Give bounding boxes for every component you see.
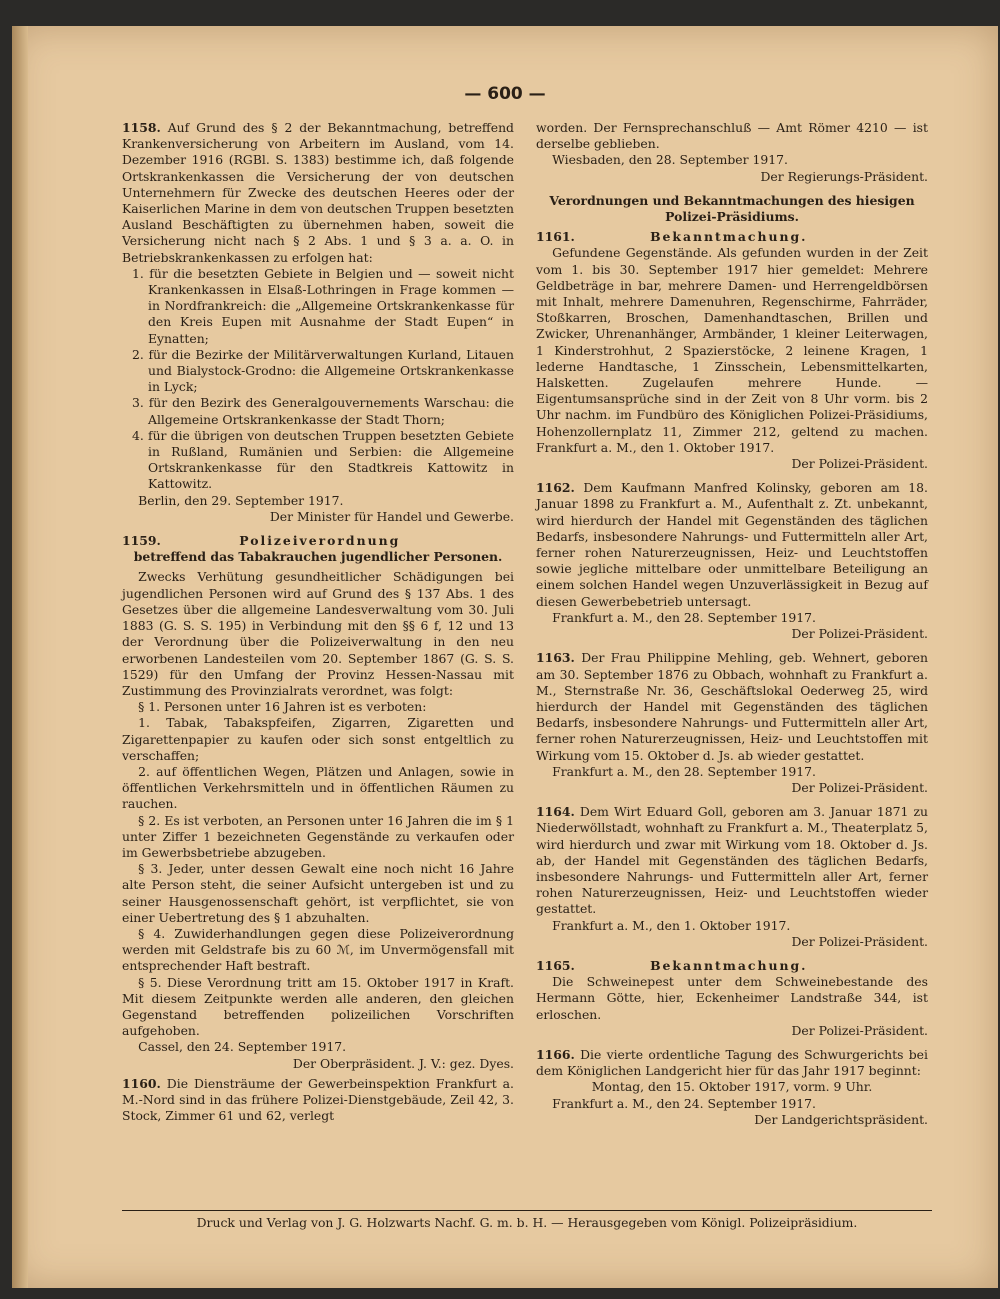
- left-column: [122, 120, 514, 1124]
- signature: Der Landgerichtspräsident.: [754, 1111, 928, 1127]
- date-line: Berlin, den 29. September 1917.: [138, 492, 344, 508]
- date-line: Montag, den 15. Oktober 1917, vorm. 9 Uhr.: [591, 1079, 873, 1095]
- paragraph-text: § 1. Personen unter 16 Jahren ist es verboten:: [138, 699, 427, 715]
- paragraph-number: 1164.: [536, 804, 575, 820]
- list-item: 1. für die besetzten Gebiete in Belgien und — soweit nicht Krankenkassen in Elsaß-Lothringen in Frage kommen — in Nordfrankreich: die „Allgemeine Ortskrankenkasse für den Kreis Eupen mit Ausnahme der Stadt Eupen“ in Eynatten;: [132, 265, 514, 346]
- list-item: 4. für die übrigen von deutschen Truppen besetzten Gebiete in Rußland, Rumänien und Serbien: die Allgemeine Ortskrankenkasse für den Stadtkreis Kattowitz in Kattowitz.: [132, 427, 514, 492]
- signature: Der Polizei-Präsident.: [791, 456, 928, 472]
- paragraph-text: § 5. Diese Verordnung tritt am 15. Oktober 1917 in Kraft. Mit diesem Zeitpunkte werden alle anderen, den gleichen Gegenstand betreffenden polizeilichen Vorschriften aufgehoben.: [122, 974, 514, 1039]
- paragraph-1158: [122, 120, 514, 266]
- paragraph-1163: [536, 650, 928, 763]
- paragraph-number: 1165.: [536, 957, 575, 973]
- paragraph-text: Dem Kaufmann Manfred Kolinsky, geboren am 18. Januar 1898 zu Frankfurt a. M., Aufenthalt z. Zt. unbekannt, wird hierdurch der Handel mit Gegenständen des täglichen Bedarfs, insbesondere Nahrungs- und Futtermitteln aller Art, ferner rohen Naturerzeugnissen, Heiz- und Leuchtstoffen sowie jegliche mittelbare oder unmittelbare Beteiligung an einem solchen Handel wegen Unzuverlässigkeit in Bezug auf diesen Gewerbebetrieb untersagt.: [536, 480, 928, 609]
- paragraph-text: 1. Tabak, Tabakspfeifen, Zigarren, Zigaretten und Zigarettenpapier zu kaufen oder sich sonst entgeltlich zu verschaffen;: [122, 715, 514, 763]
- paragraph-text: worden. Der Fernsprechanschluß — Amt Römer 4210 — ist derselbe geblieben.: [536, 120, 928, 152]
- signature: Der Oberpräsident. J. V.: gez. Dyes.: [292, 1055, 514, 1071]
- signature: Der Minister für Handel und Gewerbe.: [269, 508, 514, 524]
- paragraph-text: § 2. Es ist verboten, an Personen unter 16 Jahren die im § 1 unter Ziffer 1 bezeichneten Gegenstände zu verkaufen oder im Gewerbsbetriebe abzugeben.: [122, 812, 514, 860]
- paragraph-number: 1163.: [536, 650, 575, 666]
- paragraph-text: Zwecks Verhütung gesundheitlicher Schädigungen bei jugendlichen Personen wird auf Grund des § 137 Abs. 1 des Gesetzes über die allgemeine Landesverwaltung vom 30. Juli 1883 (G. S. S. 195) in Verbindung mit den §§ 6 f, 12 und 13 der Verordnung über die Polizeiverwaltung in den neu erworbenen Landesteilen vom 20. September 1867 (G. S. S. 1529) für den Umfang der Provinz Hessen-Nassau mit Zustimmung des Provinzialrats verordnet, was folgt:: [122, 569, 514, 698]
- paragraph-1161-heading: [536, 229, 928, 245]
- date-line: Cassel, den 24. September 1917.: [138, 1039, 347, 1055]
- binding-fold: [12, 26, 28, 1288]
- page-number: — 600 —: [464, 84, 546, 104]
- date-line: Wiesbaden, den 28. September 1917.: [552, 152, 788, 168]
- signature: Der Regierungs-Präsident.: [760, 168, 928, 184]
- paragraph-number: 1161.: [536, 229, 575, 245]
- paragraph-text: Dem Wirt Eduard Goll, geboren am 3. Januar 1871 zu Niederwöllstadt, wohnhaft zu Frankfurt a. M., Theaterplatz 5, wird hierdurch und zwar mit Wirkung vom 18. Oktober d. Js. ab, der Handel mit Gegenständen des täglichen Bedarfs, insbesondere Nahrungs- und Futtermitteln aller Art, ferner rohen Naturerzeugnissen, Heiz- und Leuchtstoffen wieder gestattet.: [536, 804, 928, 917]
- signature: Der Polizei-Präsident.: [791, 626, 928, 642]
- list-item: 3. für den Bezirk des Generalgouvernements Warschau: die Allgemeine Ortskrankenkasse der Stadt Thorn;: [132, 395, 514, 427]
- section-heading: Verordnungen und Bekanntmachungen des hiesigen Polizei-Präsidiums.: [549, 192, 915, 225]
- date-line: Frankfurt a. M., den 1. Oktober 1917.: [552, 917, 791, 933]
- signature: Der Polizei-Präsident.: [791, 933, 928, 949]
- document-page: [12, 26, 998, 1288]
- signature: Der Polizei-Präsident.: [791, 779, 928, 795]
- section-title: Bekanntmachung.: [650, 229, 808, 245]
- paragraph-number: 1162.: [536, 480, 575, 496]
- paragraph-text: Der Frau Philippine Mehling, geb. Wehnert, geboren am 30. September 1876 zu Obbach, wohnhaft zu Frankfurt a. M., Sternstraße Nr. 36, Geschäftslokal Oederweg 25, wird hierdurch der Handel mit Gegenständen des täglichen Bedarfs, insbesondere Nahrungs- und Futtermitteln aller Art, ferner rohen Naturerzeugnissen, Heiz- und Leuchtstoffen mit Wirkung vom 15. Oktober d. Js. ab wieder gestattet.: [536, 650, 928, 763]
- paragraph-1164: [536, 804, 928, 917]
- paragraph-number: 1166.: [536, 1046, 575, 1062]
- paragraph-text: § 4. Zuwiderhandlungen gegen diese Polizeiverordnung werden mit Geldstrafe bis zu 60 ℳ, im Unvermögensfall mit entsprechender Haft bestraft.: [122, 925, 514, 974]
- date-line: Frankfurt a. M., den 28. September 1917.: [552, 609, 816, 625]
- paragraph-text: Die Diensträume der Gewerbeinspektion Frankfurt a. M.-Nord sind in das frühere Polizei-Dienstgebäude, Zeil 42, 3. Stock, Zimmer 61 und 62, verlegt: [122, 1075, 514, 1124]
- paragraph-number: 1159.: [122, 533, 161, 549]
- section-subtitle: betreffend das Tabakrauchen jugendlicher Personen.: [133, 549, 503, 565]
- list-item: 2. für die Bezirke der Militärverwaltungen Kurland, Litauen und Bialystock-Grodno: die Allgemeine Ortskrankenkasse in Lyck;: [132, 346, 514, 395]
- date-line: Frankfurt a. M., den 28. September 1917.: [552, 763, 816, 779]
- paragraph-1159-heading: [122, 533, 514, 549]
- paragraph-number: 1158.: [122, 120, 161, 135]
- paragraph-text: Die vierte ordentliche Tagung des Schwurgerichts bei dem Königlichen Landgericht hier für das Jahr 1917 beginnt:: [536, 1046, 928, 1079]
- imprint-footer: Druck und Verlag von J. G. Holzwarts Nachf. G. m. b. H. — Herausgegeben vom Königl. Polizeipräsidium.: [122, 1210, 932, 1230]
- section-title: Polizeiverordnung: [239, 533, 401, 549]
- paragraph-text: Gefundene Gegenstände. Als gefunden wurden in der Zeit vom 1. bis 30. September 1917 hier gemeldet: Mehrere Geldbeträge in bar, mehrere Damen- und Herrengeldbörsen mit Inhalt, mehrere Damenuhren, Regenschirme, Fahrräder, Stoßkarren, Broschen, Damenhandtaschen, Brillen und Zwicker, Uhrenanhänger, Armbänder, 1 kleiner Leiterwagen, 1 Kinderstrohhut, 2 Spazierstöcke, 2 leinene Kragen, 1 lederne Handtasche, 1 Zinsschein, Lebensmittelkarten, Halsketten. Zugelaufen mehrere Hunde. — Eigentumsansprüche sind in der Zeit von 8 Uhr vorm. bis 2 Uhr nachm. im Fundbüro des Königlichen Polizei-Präsidiums, Hohenzollernplatz 11, Zimmer 212, geltend zu machen. Frankfurt a. M., den 1. Oktober 1917.: [536, 245, 928, 455]
- paragraph-text: Auf Grund des § 2 der Bekanntmachung, betreffend Krankenversicherung von Arbeitern im Ausland, vom 14. Dezember 1916 (RGBl. S. 1383) bestimme ich, daß folgende Ortskrankenkassen die Versicherung der von deutschen Unternehmern für Zwecke des deutschen Heeres oder der Kaiserlichen Marine in dem von deutschen Truppen besetzten Ausland Beschäftigten zu übernehmen haben, soweit die Versicherung nicht nach § 2 Abs. 1 und § 3 a. a. O. in Betriebskrankenkassen zu erfolgen hat:: [122, 120, 514, 265]
- paragraph-1160: [122, 1076, 514, 1125]
- section-title: Bekanntmachung.: [650, 957, 808, 973]
- paragraph-1166: [536, 1047, 928, 1079]
- paragraph-text: § 3. Jeder, unter dessen Gewalt eine noch nicht 16 Jahre alte Person steht, die seiner Aufsicht untergeben ist und zu seiner Hausgenossenschaft gehört, ist verpflichtet, sie von einer Uebertretung des § 1 abzuhalten.: [122, 861, 514, 925]
- signature: Der Polizei-Präsident.: [791, 1022, 928, 1038]
- paragraph-1162: [536, 480, 928, 610]
- paragraph-1165-heading: [536, 958, 928, 974]
- paragraph-text: 2. auf öffentlichen Wegen, Plätzen und Anlagen, sowie in öffentlichen Verkehrsmitteln und in öffentlichen Räumen zu rauchen.: [122, 763, 514, 812]
- date-line: Frankfurt a. M., den 24. September 1917.: [552, 1095, 816, 1111]
- paragraph-text: Die Schweinepest unter dem Schweinebestande des Hermann Götte, hier, Eckenheimer Landstraße 344, ist erloschen.: [536, 974, 928, 1022]
- right-column: [536, 120, 928, 1128]
- paragraph-number: 1160.: [122, 1075, 161, 1091]
